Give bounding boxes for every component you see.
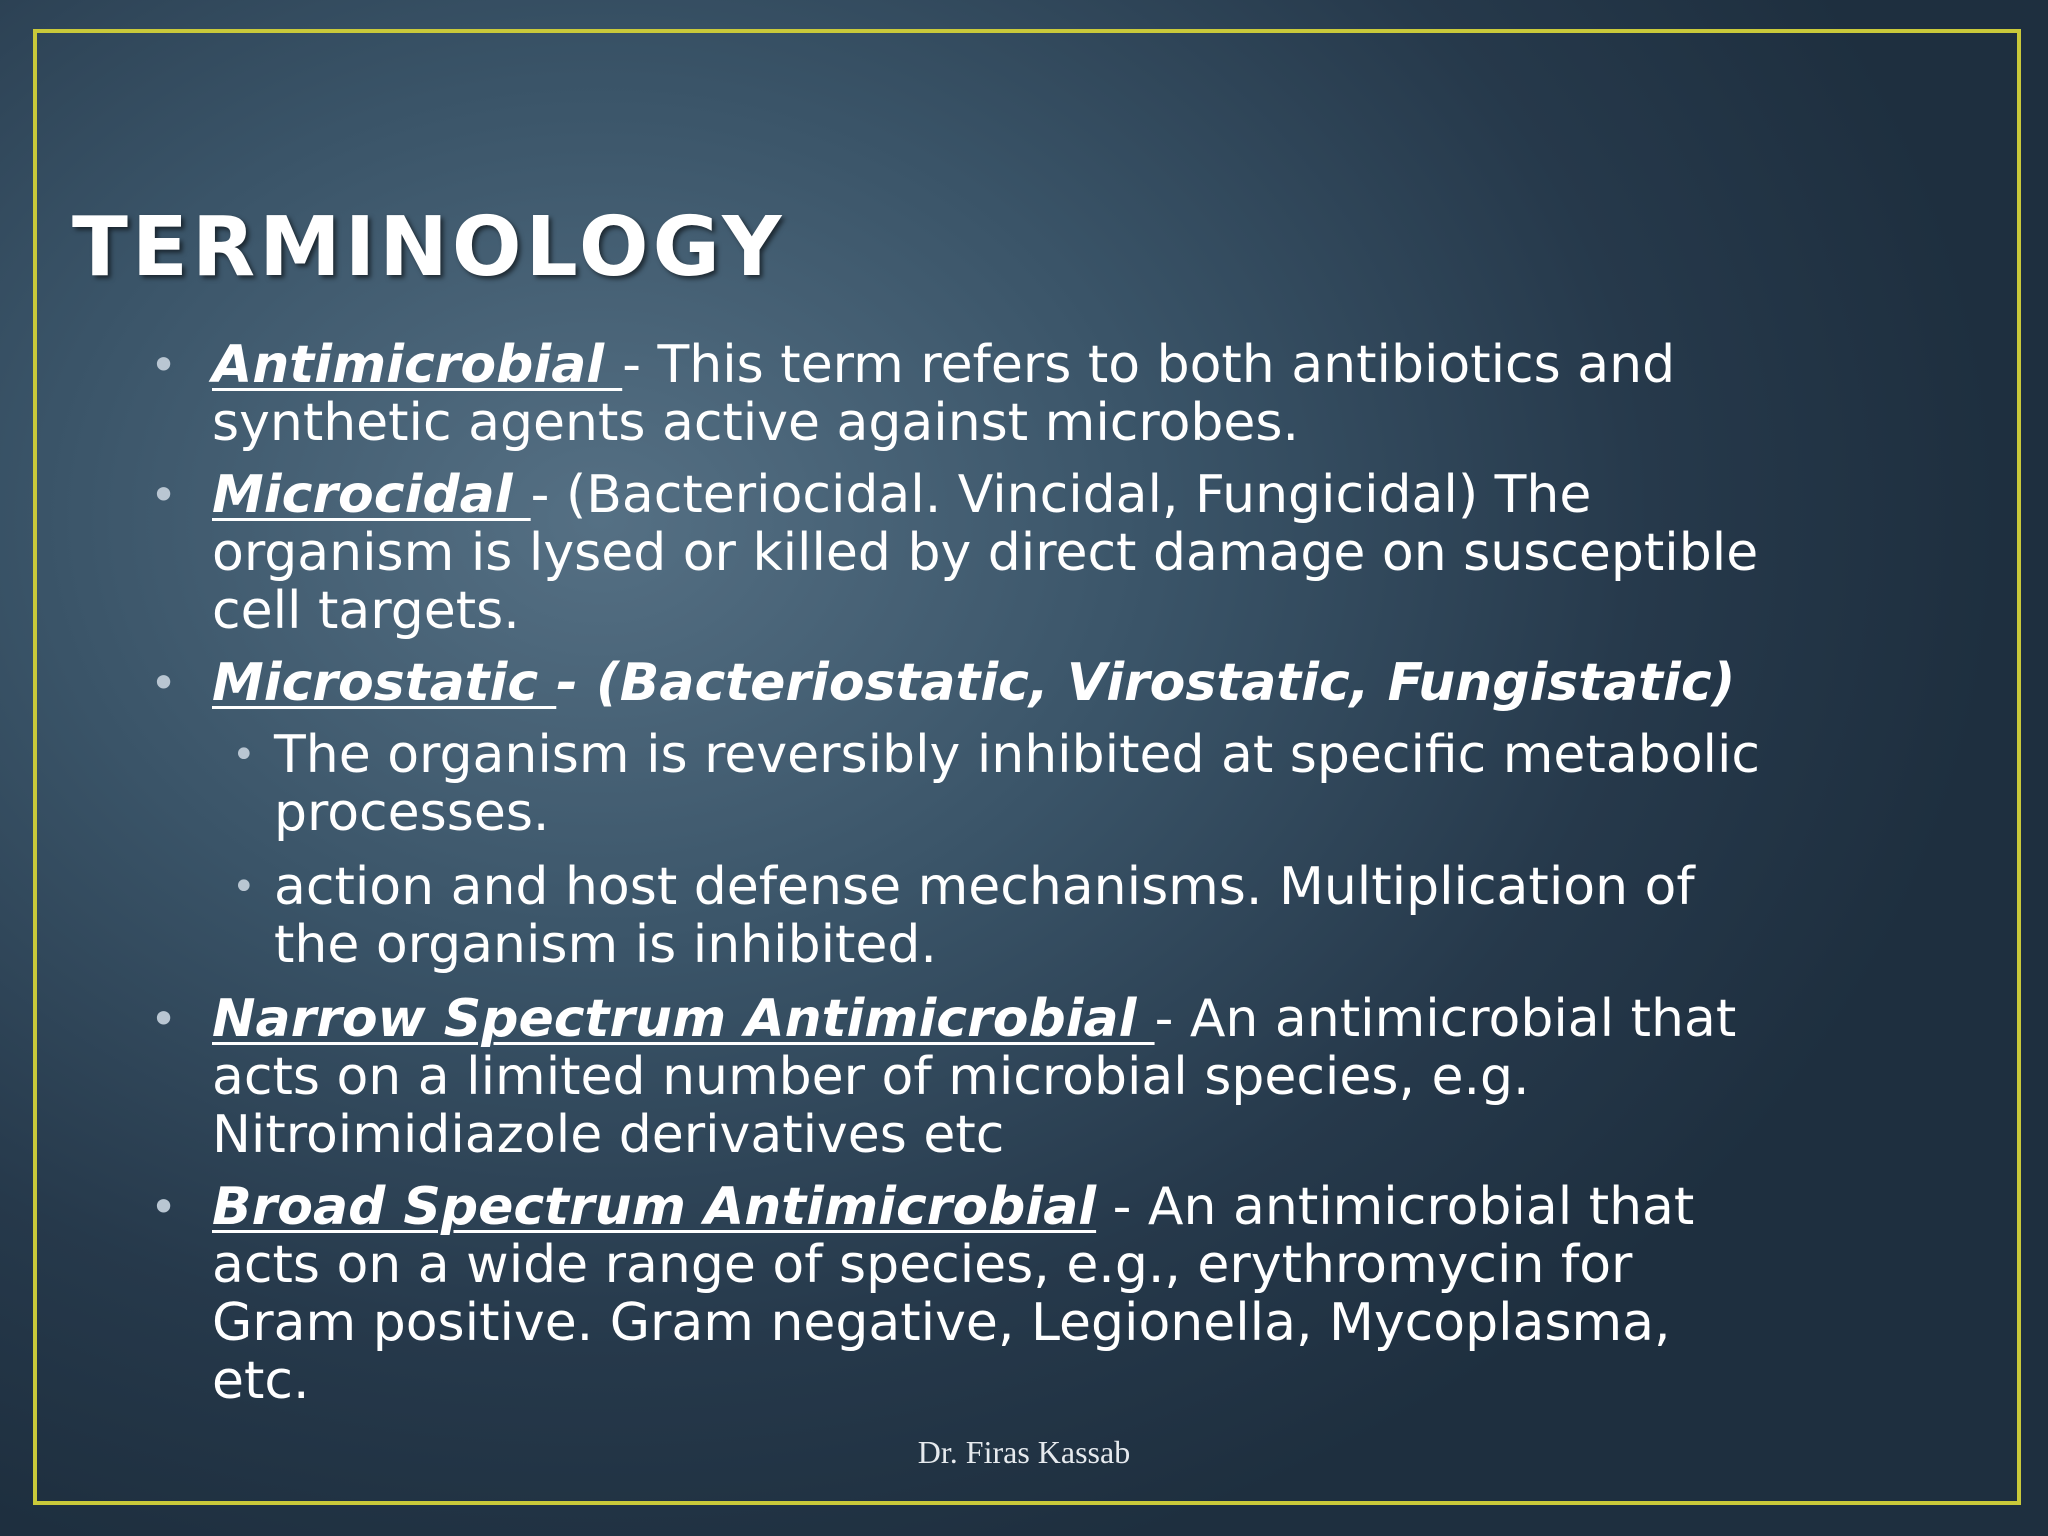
term-antimicrobial: Antimicrobial [212, 335, 623, 395]
term-microstatic: Microstatic [212, 653, 557, 713]
list-item-antimicrobial [140, 336, 1760, 452]
definition-narrow-spectrum: - An antimicrobial that acts on a limited number of microbial species, e.g. Nitroimidiazole derivatives etc [212, 989, 1737, 1165]
bullet-icon: • [150, 468, 178, 522]
sub-item-text: The organism is reversibly inhibited at specific metabolic processes. [274, 725, 1760, 843]
list-item-narrow-spectrum [140, 990, 1760, 1164]
bullet-icon: • [150, 656, 178, 710]
microstatic-sublist [212, 726, 1760, 974]
term-broad-spectrum: Broad Spectrum Antimicrobial [212, 1177, 1097, 1237]
definition-microstatic: - (Bacteriostatic, Virostatic, Fungistatic) [556, 653, 1736, 713]
term-narrow-spectrum: Narrow Spectrum Antimicrobial [212, 989, 1155, 1049]
definition-microcidal: - (Bacteriocidal. Vincidal, Fungicidal) The organism is lysed or killed by direct damage on susceptible cell targets. [212, 465, 1759, 641]
definition-broad-spectrum: - An antimicrobial that acts on a wide range of species, e.g., erythromycin for Gram positive. Gram negative, Legionella, Mycoplasma, etc. [212, 1177, 1695, 1411]
sub-list-item [212, 726, 1760, 842]
definition-antimicrobial: - This term refers to both antibiotics and synthetic agents active against microbes. [212, 335, 1676, 453]
sub-item-text: action and host defense mechanisms. Multiplication of the organism is inhibited. [274, 857, 1695, 975]
sub-bullet-icon: • [232, 732, 256, 778]
bullet-icon: • [150, 992, 178, 1046]
sub-bullet-icon: • [232, 864, 256, 910]
bullet-list [140, 336, 1760, 1424]
list-item-microcidal [140, 466, 1760, 640]
slide-title: TERMINOLOGY [72, 200, 786, 295]
term-microcidal: Microcidal [212, 465, 531, 525]
bullet-icon: • [150, 338, 178, 392]
slide-footer-author: Dr. Firas Kassab [917, 1434, 1131, 1470]
list-item-broad-spectrum [140, 1178, 1760, 1410]
list-item-microstatic [140, 654, 1760, 974]
sub-list-item [212, 858, 1760, 974]
bullet-icon: • [150, 1180, 178, 1234]
